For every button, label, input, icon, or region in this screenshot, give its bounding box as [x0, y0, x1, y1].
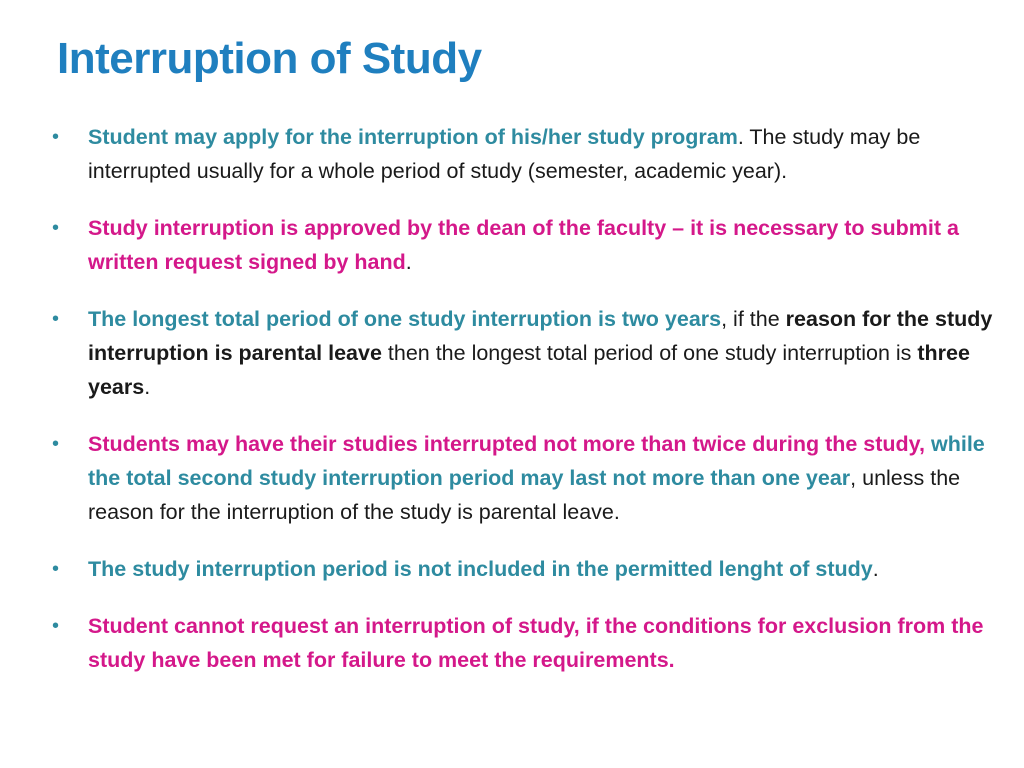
bullet-item-exclusion	[46, 609, 1016, 677]
bullet-dot-icon: •	[52, 615, 60, 637]
bullet-emphasis: Student may apply for the interruption of his/her study program	[88, 125, 738, 149]
bullet-dot-icon: •	[52, 308, 60, 330]
bullet-dot-icon: •	[52, 558, 60, 580]
bullet-item-not-included	[46, 552, 1016, 586]
bullet-text: .	[144, 375, 151, 399]
bullet-item-longest-period	[46, 302, 1016, 404]
bullet-text: .	[872, 557, 879, 581]
bullet-text: then the longest total period of one study interruption is	[381, 341, 918, 365]
bullet-text: , unless the reason for the interruption of the study is parental leave.	[88, 466, 961, 524]
bullet-text: . The study may be interrupted usually for a whole period of study (semester, academic year).	[88, 125, 921, 183]
slide-title: Interruption of Study	[57, 34, 482, 83]
bullet-dot-icon: •	[52, 217, 60, 239]
bullet-emphasis: Study interruption is approved by the dean of the faculty – it is necessary to submit a written request signed by hand	[88, 216, 959, 274]
bullet-text: , if the	[721, 307, 786, 331]
bullet-emphasis-secondary: while the total second study interruption period may last not more than one year	[88, 432, 985, 490]
bullet-item-twice	[46, 427, 1016, 529]
bullet-list	[46, 120, 1016, 700]
bullet-emphasis: The study interruption period is not included in the permitted lenght of study	[88, 557, 873, 581]
bullet-bold-text: reason for the study interruption is parental leave	[88, 307, 993, 365]
bullet-text: .	[405, 250, 412, 274]
bullet-dot-icon: •	[52, 433, 60, 455]
bullet-emphasis: Students may have their studies interrupted not more than twice during the study,	[88, 432, 926, 456]
bullet-emphasis: Student cannot request an interruption of study, if the conditions for exclusion from the study have been met for failure to meet the requirements.	[88, 614, 984, 672]
bullet-emphasis: The longest total period of one study interruption is two years	[88, 307, 722, 331]
bullet-dot-icon: •	[52, 126, 60, 148]
bullet-item-apply	[46, 120, 1016, 188]
bullet-item-approval	[46, 211, 1016, 279]
bullet-bold-text: three years	[88, 341, 970, 399]
